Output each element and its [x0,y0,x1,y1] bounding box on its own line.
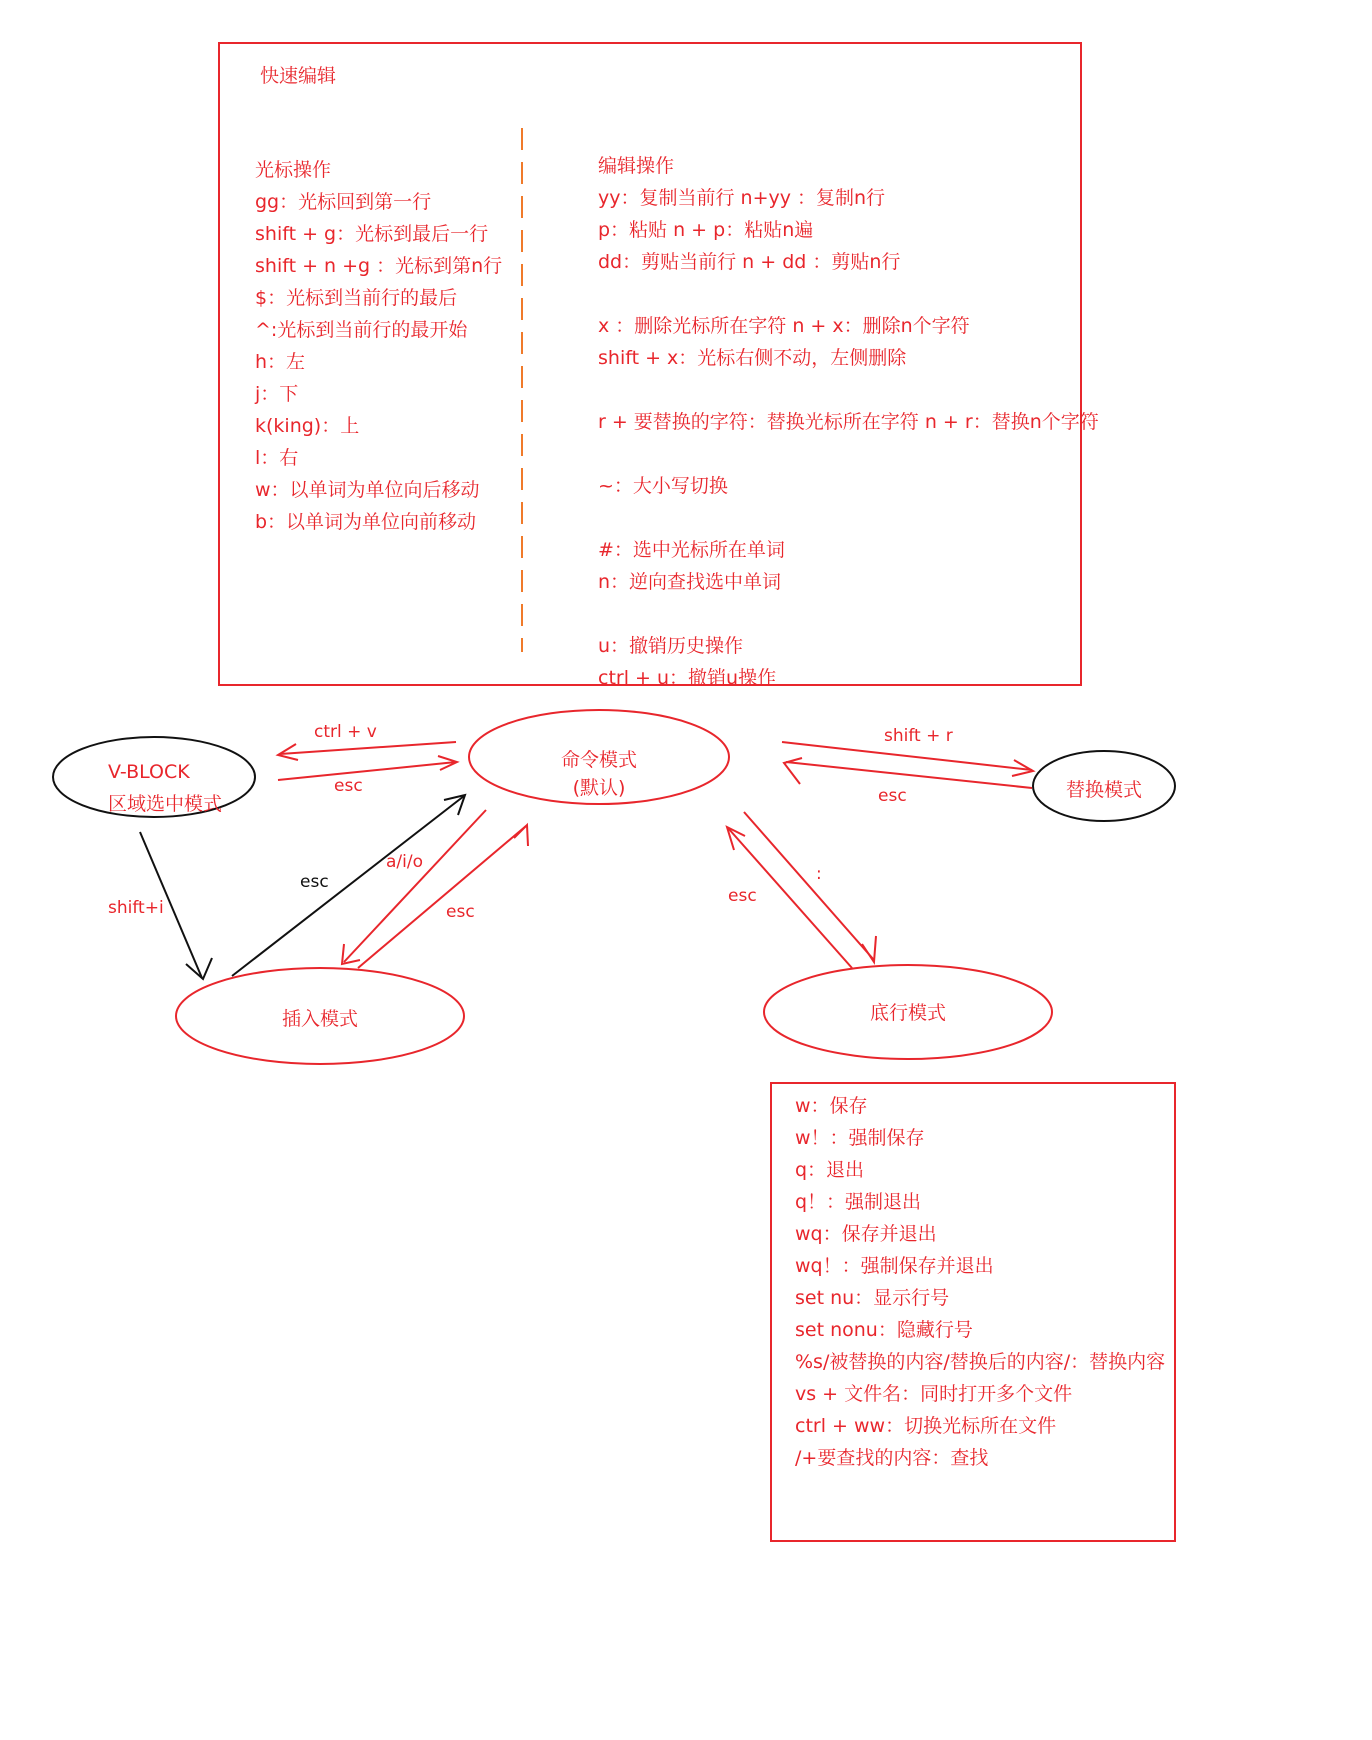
edit-op-line: x ：删除光标所在字符 n + x：删除n个字符 [598,315,970,337]
bottom-cmd-line: w：保存 [795,1095,868,1117]
edit-op-line: #：选中光标所在单词 [598,539,785,561]
bottom-cmd-line: wq！：强制保存并退出 [795,1255,994,1277]
edge-ctrl-v [278,742,456,760]
cursor-op-line: gg：光标回到第一行 [255,191,432,213]
cursor-op-line: ^:光标到当前行的最开始 [255,319,468,341]
cursor-op-line: l：右 [255,447,299,469]
edit-op-line: n：逆向查找选中单词 [598,571,782,593]
command-mode-subtitle: (默认) [572,777,626,799]
bottom-mode-label: 底行模式 [869,1002,946,1024]
cursor-op-line: j：下 [255,383,299,405]
bottom-cmd-line: %s/被替换的内容/替换后的内容/：替换内容 [795,1351,1166,1373]
bottom-cmd-line: wq：保存并退出 [795,1223,937,1245]
edge-aio [232,795,465,976]
edge-label-colon: : [816,864,822,884]
edge-insert-back [342,810,486,964]
edge-label-shift-r: shift + r [884,726,953,746]
edge-label-insert-esc: esc [446,902,475,922]
bottom-cmd-line: q！：强制退出 [795,1191,922,1213]
edit-op-line: u：撤销历史操作 [598,635,744,657]
edit-op-line: ~：大小写切换 [598,475,728,497]
edge-label-vblock-esc: esc [334,776,363,796]
command-mode-label [539,746,659,802]
edge-shift-r [782,742,1033,776]
quick-edit-title: 快速编辑 [260,65,337,87]
edit-op-line: dd：剪贴当前行 n + dd ：剪贴n行 [598,251,901,273]
edit-op-line: shift + x：光标右侧不动，左侧删除 [598,347,907,369]
edge-label-ctrl-v: ctrl + v [314,722,377,742]
edge-label-shift-i: shift+i [108,898,164,918]
edge-vblock-esc [278,756,457,780]
cursor-op-line: w：以单词为单位向后移动 [255,479,480,501]
edit-op-line: p：粘贴 n + p：粘贴n遍 [598,219,814,241]
edge-insert-esc [358,825,528,968]
vblock-mode-label [108,756,222,820]
cursor-op-line: b：以单词为单位向前移动 [255,511,477,533]
edge-label-aio: a/i/o [386,852,423,872]
cursor-op-line: k(king)：上 [255,415,360,437]
bottom-cmd-line: /+要查找的内容：查找 [795,1447,989,1469]
replace-mode-label: 替换模式 [1065,779,1142,801]
bottom-cmd-line: vs + 文件名：同时打开多个文件 [795,1383,1073,1405]
bottom-cmd-line: ctrl + ww：切换光标所在文件 [795,1415,1057,1437]
cursor-op-line: shift + g：光标到最后一行 [255,223,489,245]
cursor-op-line: shift + n +g ：光标到第n行 [255,255,503,277]
bottom-cmd-line: w！：强制保存 [795,1127,925,1149]
command-mode-title: 命令模式 [560,749,637,771]
cursor-ops-heading: 光标操作 [255,159,332,181]
bottom-cmd-line: set nonu：隐藏行号 [795,1319,973,1341]
edge-label-replace-esc: esc [878,786,907,806]
edge-replace-esc [784,758,1032,788]
cursor-op-line: h：左 [255,351,306,373]
bottom-cmd-line: set nu：显示行号 [795,1287,950,1309]
cursor-op-line: $：光标到当前行的最后 [255,287,458,309]
edit-op-line: ctrl + u：撤销u操作 [598,667,777,689]
edit-op-line: r + 要替换的字符：替换光标所在字符 n + r：替换n个字符 [598,411,1099,433]
edge-label-bottom-esc: esc [728,886,757,906]
edge-label-insert-esc-black: esc [300,872,329,892]
edit-op-line: yy：复制当前行 n+yy ：复制n行 [598,187,886,209]
edge-colon [744,812,876,962]
bottom-cmd-line: q：退出 [795,1159,865,1181]
insert-mode-label: 插入模式 [281,1008,358,1030]
vblock-subtitle: 区域选中模式 [108,793,223,815]
edit-ops-heading: 编辑操作 [598,155,675,177]
vblock-title: V-BLOCK [108,761,190,783]
